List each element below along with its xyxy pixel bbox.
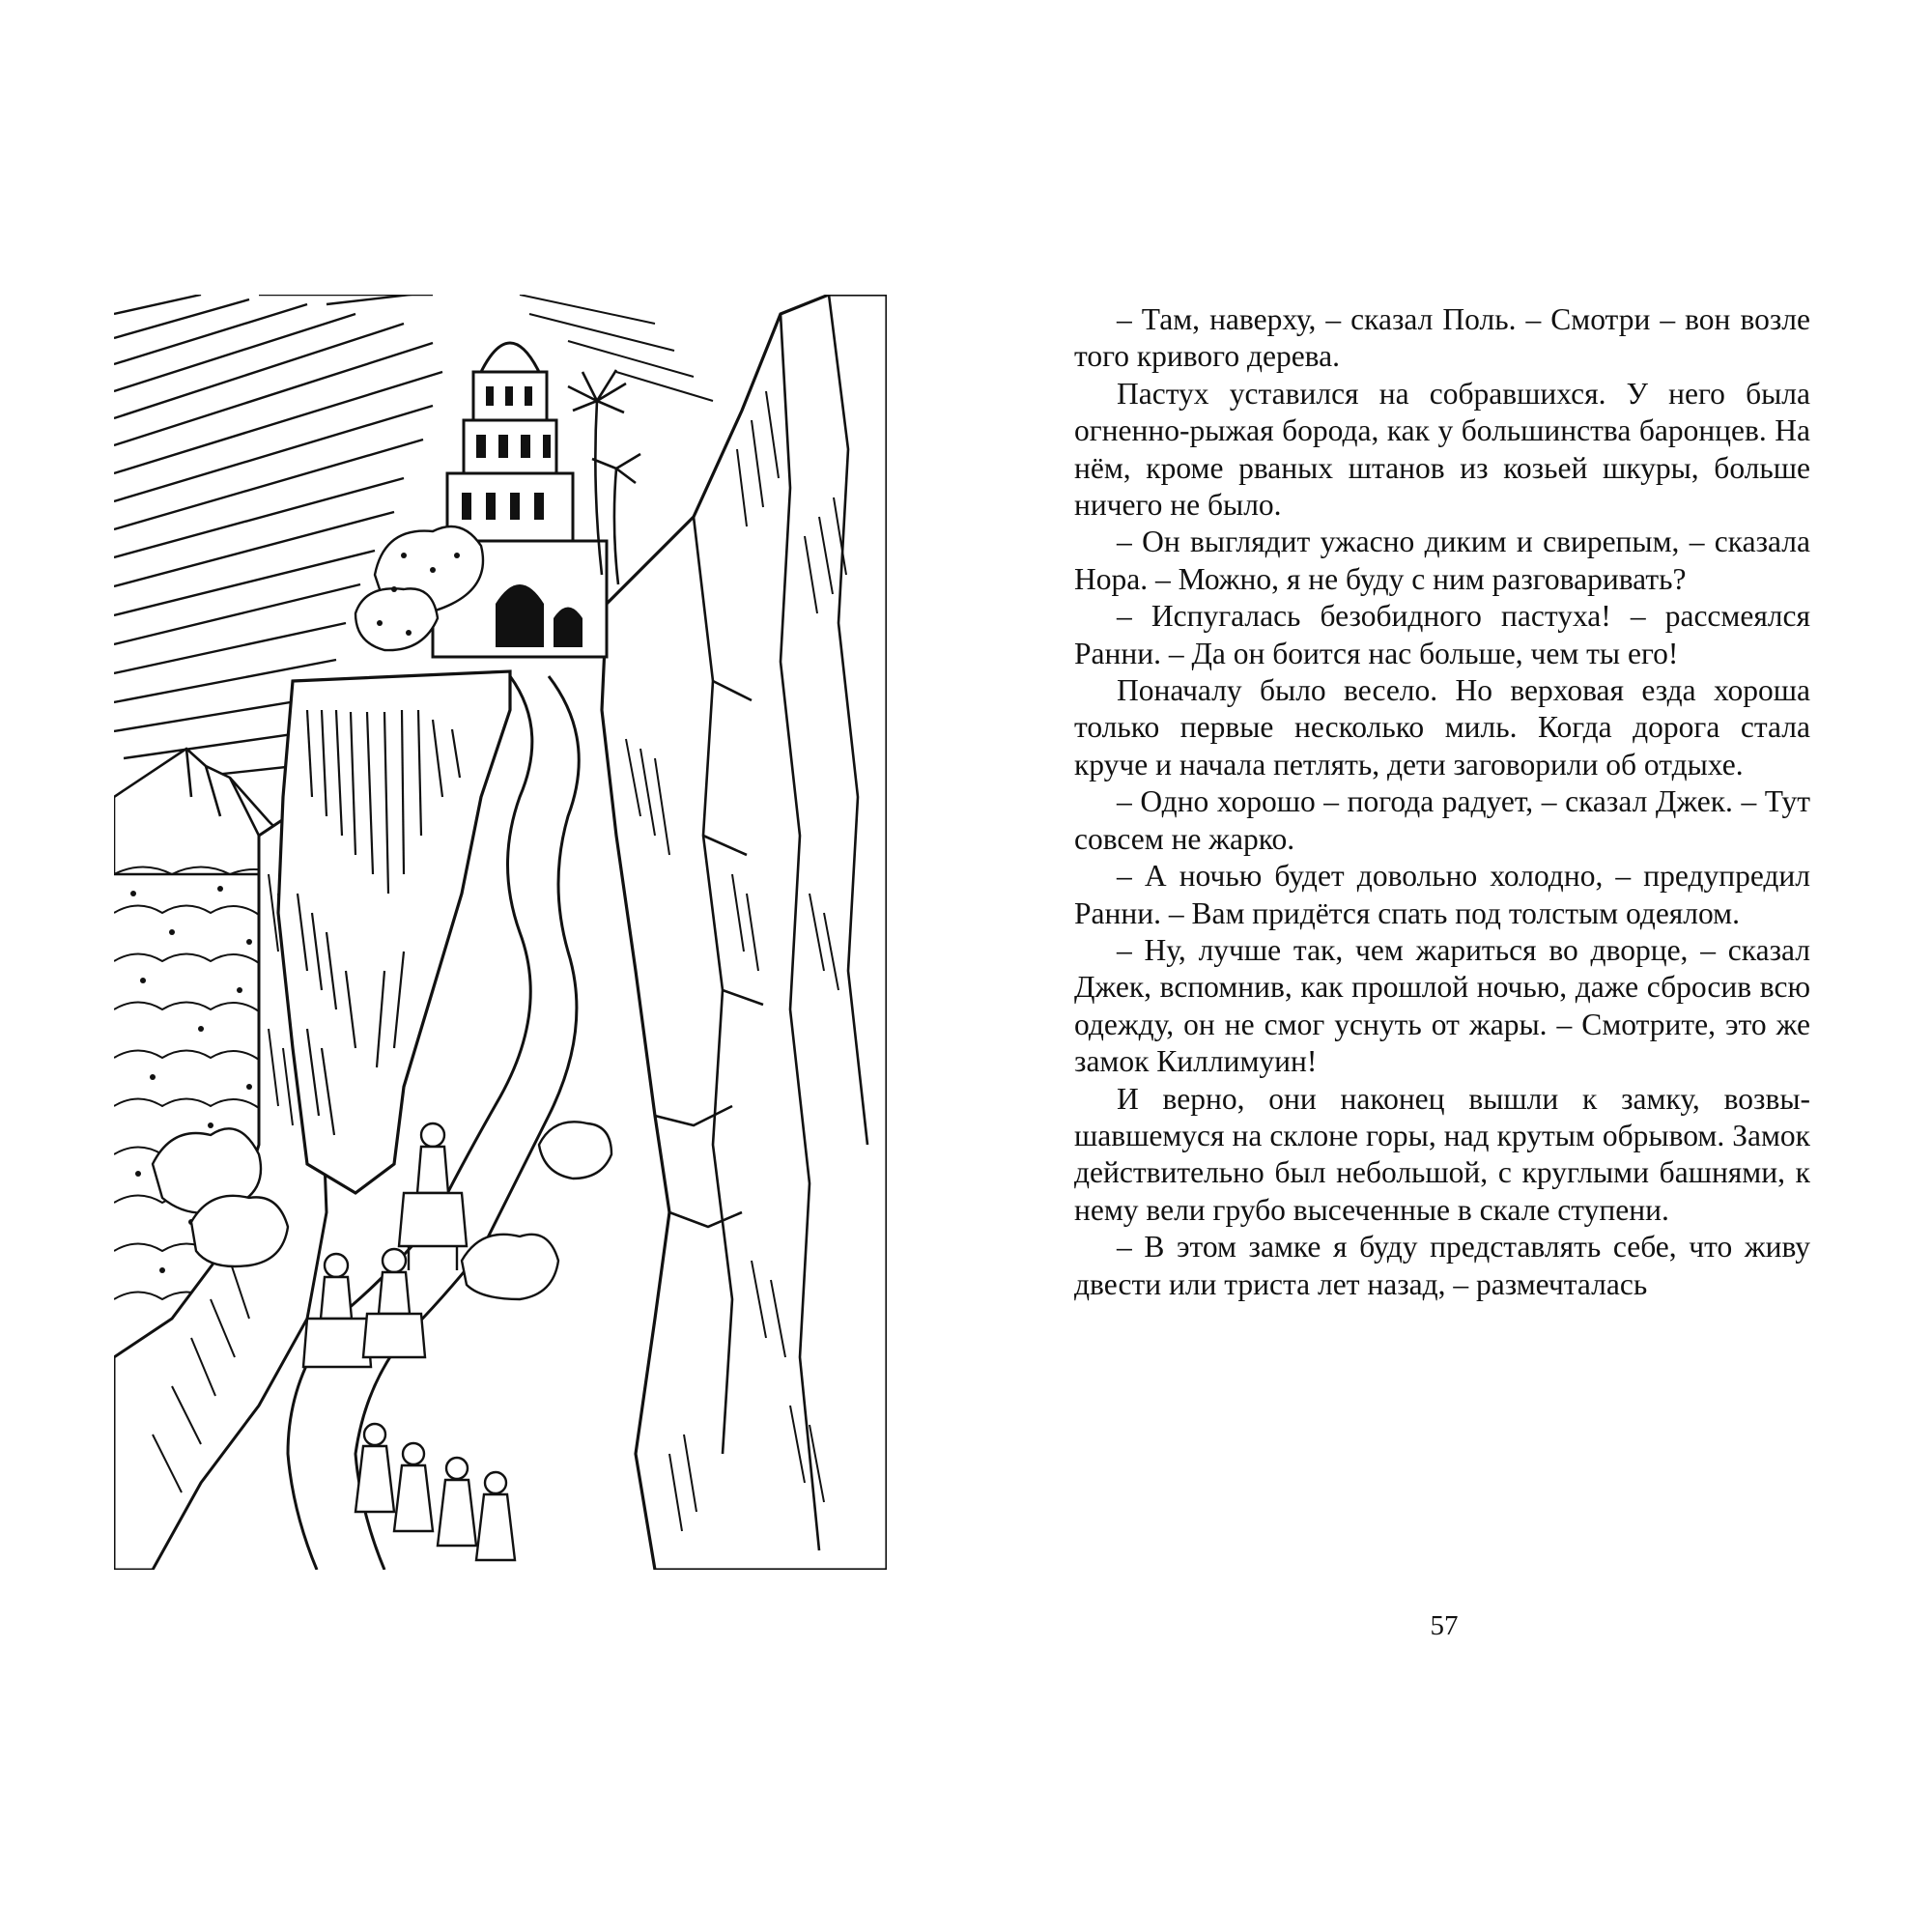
paragraph: Поначалу было весело. Но верховая езда хороша только первые несколько миль. Когда дорога стала круче и начала петлять, дети заговорили об отдыхе. [1074, 673, 1810, 781]
paragraph: – Одно хорошо – погода радует, – сказал Джек. – Тут совсем не жарко. [1074, 784, 1810, 856]
paragraph: – Ну, лучше так, чем жариться во дворце, – сказал Джек, вспомнив, как прошлой ночью, даже сбросив всю одежду, он не смог уснуть от жары. – Смотрите, это же замок Киллимуин! [1074, 932, 1810, 1079]
paragraph: И верно, они наконец вышли к замку, возвышавшемуся на склоне горы, над крутым обрывом. Замок действительно был небольшой, с круглыми башнями, к нему вели грубо высеченные в скале ступени. [1074, 1081, 1810, 1227]
castle-mountain-road-illustration [114, 295, 887, 1570]
illustration-canvas [114, 295, 887, 1570]
paragraph: – Испугалась безобидного пастуха! – рассмеялся Ранни. – Да он боится нас больше, чем ты его! [1074, 599, 1810, 670]
paragraph: – А ночью будет довольно холодно, – предупредил Ранни. – Вам придётся спать под толстым одеялом. [1074, 859, 1810, 930]
page-text [1074, 301, 1810, 1303]
page-number: 57 [1430, 1610, 1459, 1641]
paragraph: Пастух уставился на собравшихся. У него была огненно-рыжая борода, как у большинства баронцев. На нём, кроме рваных штанов из козьей шкуры, больше ничего не было. [1074, 376, 1810, 523]
paragraph: – Он выглядит ужасно диким и свирепым, – сказала Нора. – Можно, я не буду с ним разговаривать? [1074, 525, 1810, 596]
paragraph: – Там, наверху, – сказал Поль. – Смотри – вон возле того кривого дерева. [1074, 302, 1810, 374]
paragraph: – В этом замке я буду представлять себе, что живу двести или триста лет назад, – размечталась [1074, 1230, 1810, 1301]
